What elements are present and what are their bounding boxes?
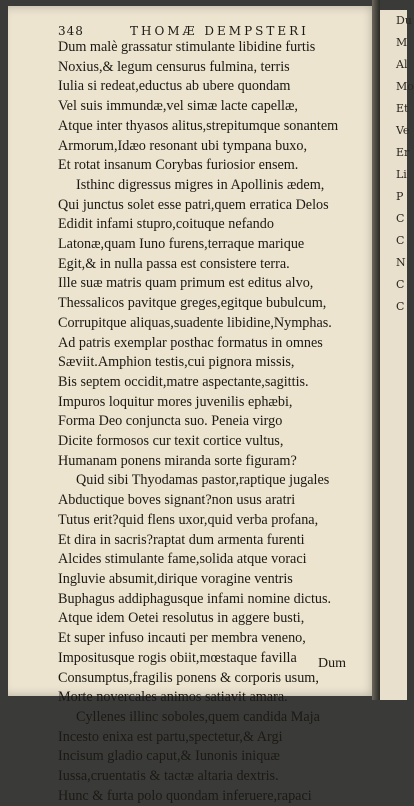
facing-page-fragment: Mo (396, 80, 414, 93)
facing-page-fragment: Ve (396, 124, 410, 137)
running-head: THOMÆ DEMPSTERI (130, 24, 309, 38)
facing-page-fragment: Li (396, 168, 407, 181)
book-gutter (372, 0, 380, 700)
verse-line: Iulia si redeat,eductus ab ubere quondam (58, 78, 291, 95)
verse-line: Egit,& in nulla passa est consistere terra. (58, 255, 290, 272)
verse-line: Dum malè grassatur stimulante libidine furtis (58, 39, 316, 55)
verse-line: Thessalicos pavitque greges,egitque bubulcum, (58, 295, 327, 312)
facing-page-fragment: Et (396, 102, 409, 115)
verse-line: Atque idem Oetei resolutus in aggere busti, (58, 610, 305, 627)
verse-line: Impositusque rogis obiit,mœstaque favilla (58, 649, 297, 666)
verse-line: Et dira in sacris?raptat dum armenta furenti (58, 531, 305, 548)
verse-block (58, 38, 376, 806)
page-number: 348 (58, 24, 84, 38)
verse-line: Abductique boves signant?non usus aratri (58, 492, 296, 509)
verse-line: Vel suis immundæ,vel simæ lacte capellæ, (58, 98, 298, 115)
verse-line: Corrupitque aliquas,suadente libidine,Nymphas. (58, 314, 332, 331)
verse-line: Forma Deo conjuncta suo. Peneia virgo (58, 413, 283, 430)
verse-line: Ingluvie absumit,dirique voragine ventris (58, 570, 293, 587)
verse-line: Consumptus,fragilis ponens & corporis usum, (58, 669, 319, 686)
book-page (8, 6, 378, 804)
verse-line: Latonæ,quam Iuno furens,terraque marique (58, 236, 305, 253)
verse-line: Morte novercales animos satiavit amara. (58, 689, 288, 706)
verse-line: Armorum,Idæo resonant ubi tympana buxo, (58, 137, 308, 154)
verse-line: Ad patris exemplar posthac formatus in omnes (58, 334, 323, 351)
verse-line: Buphagus addiphagusque infami nomine dictus. (58, 590, 332, 607)
verse-line: Ille suæ matris quam primum est editus alvo, (58, 275, 314, 292)
facing-page-fragment: N (396, 256, 406, 269)
verse-line: Qui junctus solet esse patri,quem erratica Delos (58, 196, 329, 213)
facing-page-fragment: C (396, 212, 405, 225)
verse-line: Et super infuso incauti per membra veneno, (58, 630, 306, 647)
verse-line: Hunc & furta polo quondam inferuere,rapaci (58, 787, 312, 804)
verse-line: Noxius,& legum censurus fulmina, terris (58, 58, 290, 75)
verse-line: Et rotat insanum Corybas furiosior ensem. (58, 157, 299, 174)
facing-page-edge (380, 10, 414, 700)
facing-page-fragment: M (396, 36, 408, 49)
verse-line: Bis septem occidit,matre aspectante,sagittis. (58, 373, 309, 390)
facing-page-fragment: C (396, 234, 405, 247)
catchword: Dum (318, 656, 346, 671)
facing-page-fragment: Er (396, 146, 410, 159)
facing-page-fragment: C (396, 300, 405, 313)
facing-page-fragment: Al (396, 58, 408, 71)
verse-line: Incisum gladio caput,& Iunonis iniquæ (58, 748, 280, 765)
verse-line: Isthinc digressus migres in Apollinis ædem, (76, 176, 325, 193)
verse-line: Iussa,cruentatis & tactæ altaria dextris. (58, 768, 279, 785)
verse-line: Incesto enixa est partu,spectetur,& Argi (58, 728, 283, 745)
verse-line: Atque inter thyasos alitus,strepitumque sonantem (58, 117, 339, 134)
verse-line: Dicite formosos cur texit cortice vultus, (58, 433, 284, 450)
facing-page-fragment: C (396, 278, 405, 291)
facing-page-fragment: Du (396, 14, 412, 27)
verse-line: Tutus erit?quid flens uxor,quid verba profana, (58, 511, 319, 528)
facing-page-fragment: P (396, 190, 404, 203)
verse-line: Sæviit.Amphion testis,cui pignora missis, (58, 354, 295, 371)
verse-line: Quid sibi Thyodamas pastor,raptique jugales (76, 472, 330, 489)
verse-line: Humanam ponens miranda sorte figuram? (58, 452, 297, 469)
verse-line: Impuros loquitur mores juvenilis ephæbi, (58, 393, 293, 410)
verse-line: Cyllenes illinc soboles,quem candida Maja (76, 708, 320, 725)
verse-line: Alcides stimulante fame,solida atque voraci (58, 551, 307, 568)
verse-line: Edidit infami stupro,coituque nefando (58, 216, 274, 233)
